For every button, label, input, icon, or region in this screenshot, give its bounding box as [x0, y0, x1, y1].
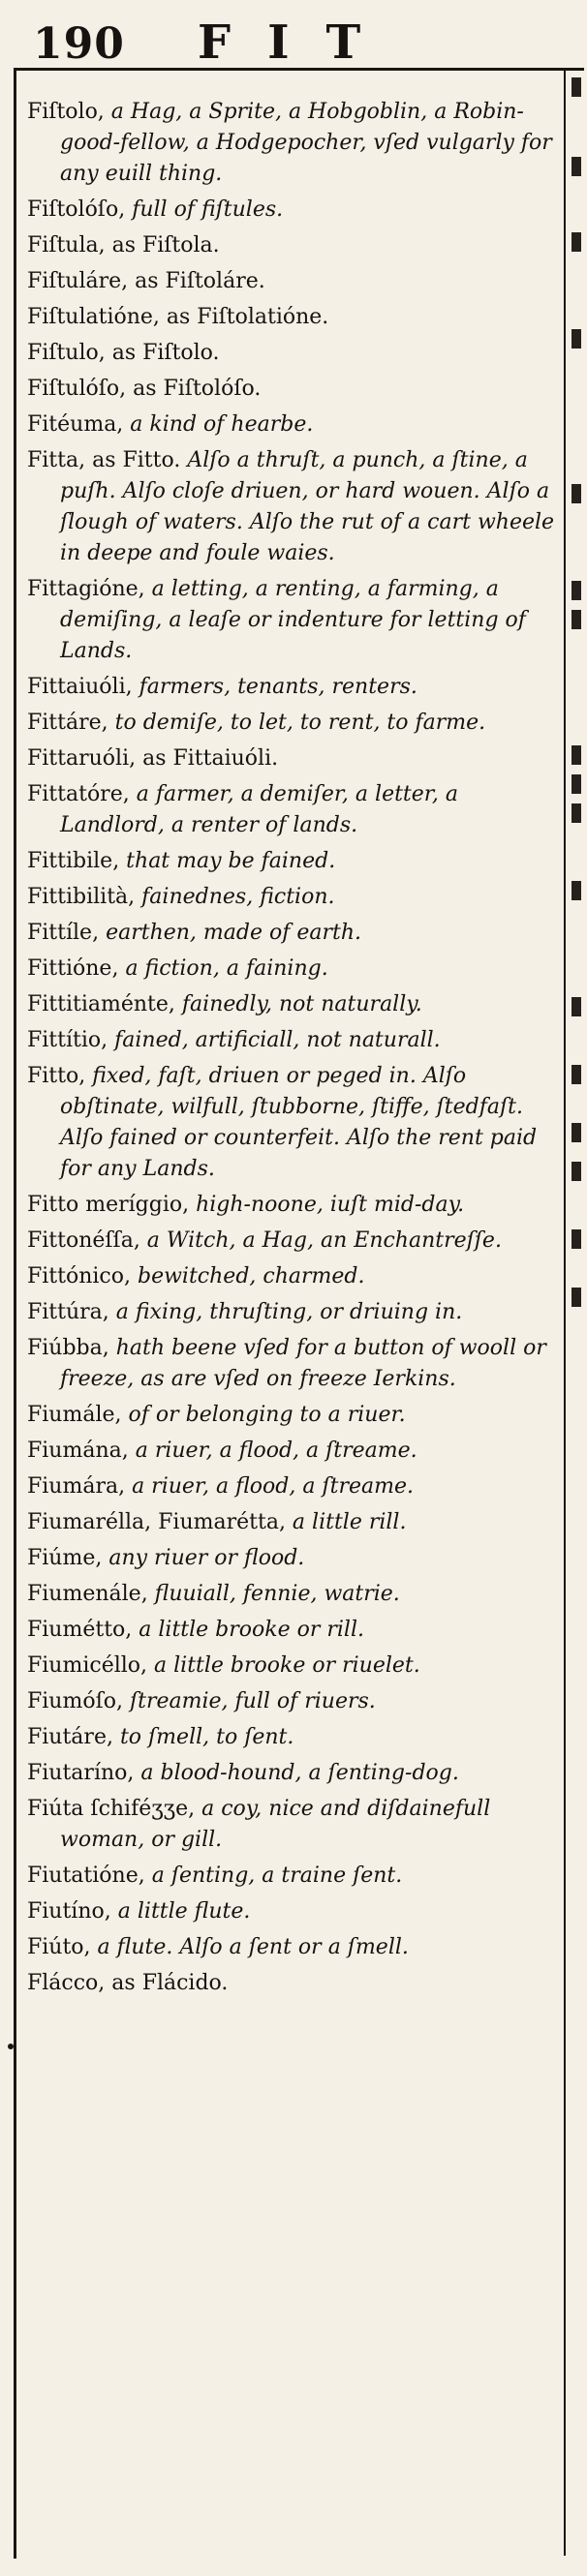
- dictionary-entry: [27, 1579, 558, 1610]
- entry-definition: full of fiſtules.: [125, 197, 284, 222]
- entry-headword: Fiſtula, as Fiſtola.: [27, 233, 220, 258]
- dictionary-entry: [27, 989, 558, 1020]
- edge-mark: [572, 1162, 581, 1181]
- entry-headword: Fiumóſo,: [27, 1689, 123, 1713]
- entry-definition: a blood-hound, a ſenting-dog.: [134, 1761, 459, 1785]
- entry-headword: Fittáre,: [27, 711, 108, 735]
- entry-definition: a little rill.: [285, 1510, 407, 1534]
- entry-headword: Fittagióne,: [27, 577, 145, 601]
- entry-definition: fained, artificiall, not naturall.: [108, 1028, 441, 1052]
- dictionary-entry: [27, 1471, 558, 1502]
- entry-definition: a flute. Alſo a ſent or a ſmell.: [90, 1935, 409, 1959]
- edge-mark: [572, 1123, 581, 1142]
- entry-definition: fainednes, fiction.: [135, 885, 335, 909]
- entry-definition: any riuer or flood.: [102, 1546, 305, 1570]
- dictionary-entry: [27, 1543, 558, 1574]
- entry-headword: Fiutatióne,: [27, 1864, 145, 1888]
- entry-definition: high-noone, iuſt mid-day.: [189, 1193, 465, 1217]
- dictionary-entry: [27, 882, 558, 913]
- entry-headword: Fittítio,: [27, 1028, 108, 1052]
- page-number: 190: [33, 19, 125, 69]
- dictionary-entry: [27, 338, 558, 369]
- entry-definition: Alſo a thruſt, a punch, a ſtine, a puſh. Alſo cloſe driuen, or hard wouen. Alſo a ſlough of waters. Alſo the rut of a cart wheele in deepe and foule waies.: [60, 448, 555, 565]
- edge-mark: [572, 610, 581, 629]
- entry-definition: farmers, tenants, renters.: [132, 675, 417, 699]
- entry-headword: Fittibile,: [27, 849, 120, 873]
- dictionary-entry: [27, 302, 558, 333]
- edge-mark: [572, 329, 581, 349]
- entry-definition: that may be fained.: [119, 849, 336, 873]
- edge-mark: [572, 1229, 581, 1249]
- entry-headword: Fitta, as Fitto.: [27, 448, 181, 472]
- entry-definition: ſtreamie, full of riuers.: [122, 1689, 376, 1713]
- entry-definition: a riuer, a flood, a ſtreame.: [125, 1474, 414, 1499]
- entry-definition: a little brooke or riuelet.: [147, 1653, 420, 1678]
- edge-mark: [572, 157, 581, 176]
- dictionary-entry: [27, 1261, 558, 1292]
- dictionary-entry: [27, 230, 558, 261]
- entry-headword: Fittitiaménte,: [27, 992, 175, 1016]
- entry-definition: a little brooke or rill.: [132, 1618, 364, 1642]
- edge-mark: [572, 745, 581, 765]
- entry-definition: a Witch, a Hag, an Enchantreſſe.: [139, 1228, 502, 1253]
- entry-headword: Fittaruóli, as Fittaiuóli.: [27, 746, 279, 771]
- entry-definition: a little flute.: [110, 1899, 251, 1924]
- dictionary-entry: [27, 743, 558, 774]
- dictionary-entry: [27, 1861, 558, 1892]
- entry-definition: a coy, nice and diſdainefull woman, or gill.: [60, 1797, 491, 1852]
- entry-headword: Fiumenále,: [27, 1582, 148, 1606]
- entry-definition: bewitched, charmed.: [131, 1264, 365, 1288]
- page-header: [14, 8, 575, 70]
- column-rule: [564, 68, 566, 2556]
- dictionary-entry: [27, 954, 558, 985]
- edge-mark: [572, 881, 581, 900]
- dictionary-entry: [27, 672, 558, 703]
- entry-definition: to ſmell, to ſent.: [112, 1725, 294, 1749]
- dictionary-entry: [27, 1333, 558, 1395]
- running-head: FIT: [198, 15, 398, 70]
- dictionary-entry: [27, 195, 558, 226]
- entry-definition: a riuer, a flood, a ſtreame.: [128, 1439, 417, 1463]
- entry-headword: Fiſtulóſo, as Fiſtolóſo.: [27, 377, 262, 401]
- dictionary-entry: [27, 374, 558, 405]
- dictionary-entry: [27, 1436, 558, 1467]
- entry-headword: Fiúme,: [27, 1546, 103, 1570]
- entry-definition: a fixing, thruſting, or driuing in.: [108, 1300, 463, 1324]
- entry-definition: a ſenting, a traine ſent.: [144, 1864, 403, 1888]
- dictionary-entry: [27, 574, 558, 667]
- entry-headword: Fitto meríggio,: [27, 1193, 190, 1217]
- dictionary-entry: [27, 1758, 558, 1789]
- edge-mark: [572, 484, 581, 503]
- dictionary-entry: [27, 846, 558, 877]
- entry-headword: Fittibilità,: [27, 885, 136, 909]
- dictionary-entries: [27, 97, 558, 2546]
- entry-definition: a letting, a renting, a farming, a demiſing, a leaſe or indenture for letting of Lands.: [60, 577, 526, 663]
- dictionary-entry: [27, 409, 558, 440]
- edge-mark: [572, 774, 581, 794]
- dictionary-entry: [27, 1896, 558, 1927]
- edge-mark: [572, 803, 581, 823]
- dictionary-entry: [27, 1932, 558, 1963]
- edge-mark: [572, 997, 581, 1016]
- edge-mark: [572, 232, 581, 252]
- entry-definition: to demiſe, to let, to rent, to farme.: [108, 711, 486, 735]
- edge-mark: [572, 1065, 581, 1084]
- entry-headword: Fiſtolo,: [27, 100, 105, 124]
- entry-headword: Fiutáre,: [27, 1725, 113, 1749]
- entry-definition: a Hag, a Sprite, a Hobgoblin, a Robin-good-fellow, a Hodgepocher, vſed vulgarly for any euill thing.: [60, 100, 552, 186]
- entry-definition: a fiction, a faining.: [118, 956, 328, 981]
- entry-headword: Fittíle,: [27, 921, 100, 945]
- entry-headword: Fittónico,: [27, 1264, 131, 1288]
- dictionary-entry: [27, 1226, 558, 1257]
- dictionary-entry: [27, 1968, 558, 1999]
- entry-headword: Fitéuma,: [27, 412, 124, 437]
- dictionary-entry: [27, 779, 558, 841]
- dictionary-entry: [27, 1507, 558, 1538]
- entry-headword: Fiutíno,: [27, 1899, 111, 1924]
- dictionary-entry: [27, 918, 558, 949]
- edge-mark: [572, 581, 581, 600]
- entry-definition: a kind of hearbe.: [123, 412, 314, 437]
- entry-definition: hath beene vſed for a button of wooll or freeze, as are vſed on freeze Ierkins.: [60, 1336, 546, 1391]
- entry-headword: Fitto,: [27, 1064, 86, 1088]
- entry-headword: Fittúra,: [27, 1300, 109, 1324]
- entry-definition: a farmer, a demiſer, a letter, a Landlord, a renter of lands.: [60, 782, 458, 837]
- edge-mark: [572, 77, 581, 97]
- entry-headword: Fiumarélla, Fiumarétta,: [27, 1510, 286, 1534]
- dictionary-entry: [27, 1722, 558, 1753]
- entry-headword: Fiumára,: [27, 1474, 126, 1499]
- dictionary-entry: [27, 1025, 558, 1056]
- entry-headword: Fittonéſſa,: [27, 1228, 140, 1253]
- dictionary-entry: [27, 1615, 558, 1646]
- entry-headword: Fiúbba,: [27, 1336, 109, 1360]
- entry-definition: fluuiall, fennie, watrie.: [147, 1582, 400, 1606]
- dictionary-entry: [27, 708, 558, 739]
- dictionary-entry: [27, 1400, 558, 1431]
- entry-headword: Fittaiuóli,: [27, 675, 133, 699]
- dictionary-entry: [27, 1651, 558, 1682]
- dictionary-entry: [27, 1190, 558, 1221]
- dictionary-entry: [27, 1061, 558, 1185]
- entry-headword: Fiutaríno,: [27, 1761, 135, 1785]
- entry-headword: Fiumále,: [27, 1403, 122, 1427]
- entry-headword: Fittióne,: [27, 956, 119, 981]
- entry-headword: Fittatóre,: [27, 782, 130, 806]
- dictionary-entry: [27, 97, 558, 190]
- dictionary-entry: [27, 1297, 558, 1328]
- adjacent-column-edge: [568, 68, 587, 2556]
- entry-headword: Fiumicéllo,: [27, 1653, 148, 1678]
- entry-headword: Fiúto,: [27, 1935, 91, 1959]
- entry-headword: Fiſtolóſo,: [27, 197, 126, 222]
- entry-definition: of or belonging to a riuer.: [121, 1403, 406, 1427]
- ink-dot: [8, 2044, 14, 2049]
- entry-headword: Fiúta ſchiféʒʒe,: [27, 1797, 196, 1821]
- entry-headword: Fiumétto,: [27, 1618, 133, 1642]
- dictionary-entry: [27, 445, 558, 569]
- entry-headword: Fiſtulatióne, as Fiſtolatióne.: [27, 305, 329, 329]
- entry-headword: Fiumána,: [27, 1439, 129, 1463]
- dictionary-entry: [27, 1794, 558, 1856]
- dictionary-entry: [27, 1686, 558, 1717]
- edge-mark: [572, 1288, 581, 1307]
- entry-headword: Flácco, as Flácido.: [27, 1971, 229, 1995]
- entry-definition: fainedly, not naturally.: [174, 992, 422, 1016]
- dictionary-entry: [27, 266, 558, 297]
- entry-headword: Fiſtulo, as Fiſtolo.: [27, 341, 220, 365]
- entry-definition: earthen, made of earth.: [99, 921, 362, 945]
- entry-headword: Fiſtuláre, as Fiſtoláre.: [27, 269, 265, 293]
- entry-definition: fixed, faſt, driuen or peged in. Alſo obſtinate, wilfull, ſtubborne, ſtiffe, ſtedfaſt. Alſo fained or counterfeit. Alſo the rent paid for any Lands.: [60, 1064, 538, 1181]
